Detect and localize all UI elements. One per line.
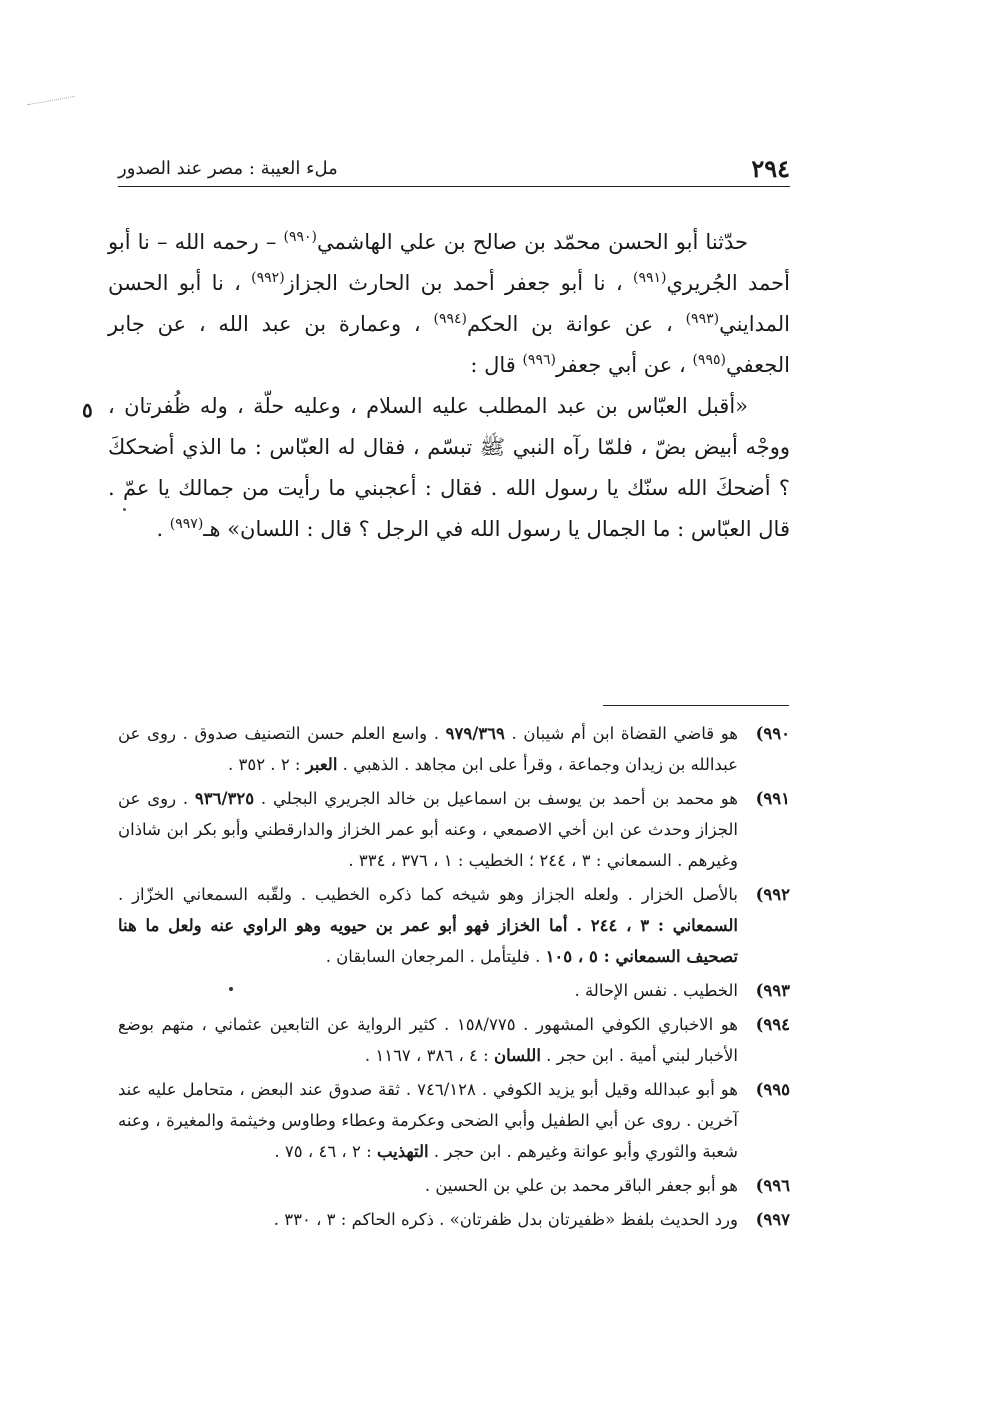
footnote-item — [118, 1170, 790, 1201]
text-run: ورد الحديث بلفظ «ظفيرتان بدل ظفرتان» . ذكره الحاكم : ٣ ، ٣٣٠ . — [273, 1210, 738, 1229]
text-run: «أقبل العبّاس بن عبد المطلب عليه السلام ، وعليه حلّة ، وله ظُفرتان ، ووجْه أبيض بضّ ، فلمّا رآه النبي ﷺ تبسّم ، فقال له العبّاس : ما الذي أضحككَ ؟ أضحكَ الله سنّك يا رسول الله . فقال : أعجبني ما رأيت من جمالك يا عمّ . قال العبّاس : ما الجمال يا رسول الله في الرجل ؟ قال : اللسان» هـ — [108, 394, 790, 541]
footnotes — [118, 718, 790, 1238]
text-run: الخطيب . نفس الإحالة . — [574, 981, 738, 1000]
footnote-item — [118, 718, 790, 780]
footnote-number: ٩٩١) — [755, 789, 790, 808]
footnote-item — [118, 1204, 790, 1235]
footnote-number: ٩٩٣) — [755, 981, 790, 1000]
footnote-ref[interactable]: (٩٩٤) — [433, 311, 467, 327]
footnote-ref[interactable]: (٩٩٥) — [692, 352, 726, 368]
footnote-divider — [603, 705, 789, 706]
bold-run: ٩٧٩/٣٦٩ — [445, 724, 505, 743]
text-run: ، عن عوانة بن الحكم — [466, 312, 686, 336]
footnote-text — [118, 1170, 738, 1201]
footnote-number: ٩٩٦) — [755, 1176, 790, 1195]
isnad-paragraph — [108, 222, 790, 386]
running-title: ملء العيبة : مصر عند الصدور — [118, 157, 338, 179]
footnote-text — [118, 975, 738, 1006]
text-run: هو أبو جعفر الباقر محمد بن علي بن الحسين . — [424, 1176, 738, 1195]
footnote-number: ٩٩٠) — [755, 724, 790, 743]
text-run: ، نا أبو جعفر أحمد بن الحارث الجزاز — [284, 271, 633, 295]
footnote-number: ٩٩٧) — [755, 1210, 790, 1229]
footnote-number: ٩٩٢) — [755, 885, 790, 904]
footnote-item — [118, 783, 790, 876]
footnote-number: ٩٩٥) — [755, 1080, 790, 1099]
footnote-ref[interactable]: (٩٩١) — [632, 270, 667, 286]
text-run: حدّثنا أبو الحسن محمّد بن صالح بن علي الهاشمي — [317, 230, 749, 254]
footnote-text — [118, 1074, 738, 1167]
text-run: هو قاضي القضاة ابن أم شيبان . — [504, 724, 739, 743]
bold-run: السمعاني : ٣ ، ٢٤٤ . أما الخزاز فهو أبو عمر بن حيويه وهو الراوي عنه ولعل ما هنا تصحيف السمعاني : ٥ ، ١٠٥ — [118, 916, 738, 966]
bold-run: ٩٣٦/٣٢٥ — [194, 789, 255, 808]
text-run: ، نا أبو الحسن المدايني — [108, 271, 790, 336]
page-number: ٢٩٤ — [751, 153, 790, 183]
footnote-item — [118, 975, 790, 1006]
footnote-ref[interactable]: (٩٩٧) — [169, 516, 204, 532]
bold-run: التهذيب — [376, 1142, 429, 1161]
main-text — [108, 222, 790, 550]
footnote-ref[interactable]: (٩٩٦) — [522, 352, 556, 368]
text-run: هو أبو عبدالله وقيل أبو يزيد الكوفي . ٧٤٦/١٢٨ . ثقة صدوق عند البعض ، متحامل عليه عند آخرين . روى عن أبي الطفيل وأبي الضحى وعكرمة وعطاء وطاوس وخيثمة والمغيرة ، وعنه شعبة والثوري وأبو عوانة وغيرهم . ابن حجر . — [118, 1080, 738, 1161]
footnote-text — [118, 783, 738, 876]
bold-run: العبر — [305, 755, 338, 774]
footnote-text — [118, 1009, 738, 1071]
footnote-item — [118, 1009, 790, 1071]
text-run: ، عن أبي جعفر — [555, 353, 693, 377]
bold-run: اللسان — [493, 1046, 541, 1065]
footnote-ref[interactable]: (٩٩٢) — [251, 270, 285, 286]
text-run: قال : — [470, 353, 523, 377]
line-number-marker: ٥ — [82, 398, 93, 422]
text-run: . فليتأمل . المرجعان السابقان . — [325, 947, 546, 966]
running-header — [118, 150, 790, 187]
text-run: : ٤ ، ٣٨٦ ، ١١٦٧ . — [364, 1046, 494, 1065]
text-run: هو الاخباري الكوفي المشهور . ١٥٨/٧٧٥ . كثير الرواية عن التابعين عثماني ، متهم بوضع الأخبار لبني أمية . ابن حجر . — [118, 1015, 739, 1065]
text-run: ، وعمارة بن عبد الله ، عن جابر الجعفي — [108, 312, 790, 377]
text-run: . واسع العلم حسن التصنيف صدوق . روى عن عبدالله بن زيدان وجماعة ، وقرأ على ابن مجاهد . الذهبي . — [118, 724, 738, 774]
text-run: : ٢ . ٣٥٢ . — [227, 755, 306, 774]
text-run: هو محمد بن أحمد بن يوسف بن اسماعيل بن خالد الجريري البجلي . — [254, 789, 738, 808]
margin-dot — [123, 508, 126, 511]
footnote-number: ٩٩٤) — [755, 1015, 790, 1034]
scan-artifact — [27, 96, 76, 115]
footnote-ref[interactable]: (٩٩٠) — [283, 229, 318, 245]
text-run: . روى عن الجزاز وحدث عن ابن أخي الاصمعي ، وعنه أبو عمر الخزاز والدارقطني وأبو بكر ابن شاذان وغيرهم . السمعاني : ٣ ، ٢٤٤ ؛ الخطيب : ١ ، ٣٧٦ ، ٣٣٤ . — [118, 789, 738, 870]
stray-dot — [229, 987, 233, 991]
footnote-text — [118, 879, 738, 972]
text-run: . — [156, 517, 170, 541]
footnote-text — [118, 1204, 738, 1235]
text-run: : ٢ ، ٤٦ ، ٧٥ . — [274, 1142, 377, 1161]
text-run: – رحمه الله – نا أبو أحمد الجُريري — [108, 230, 790, 295]
text-run: بالأصل الخزار . ولعله الجزاز وهو شيخه كما ذكره الخطيب . ولقّبه السمعاني الخزّاز . — [118, 885, 738, 904]
footnote-item — [118, 879, 790, 972]
matn-paragraph — [108, 386, 790, 550]
footnote-text — [118, 718, 738, 780]
footnote-item — [118, 1074, 790, 1167]
footnote-ref[interactable]: (٩٩٣) — [685, 311, 720, 327]
